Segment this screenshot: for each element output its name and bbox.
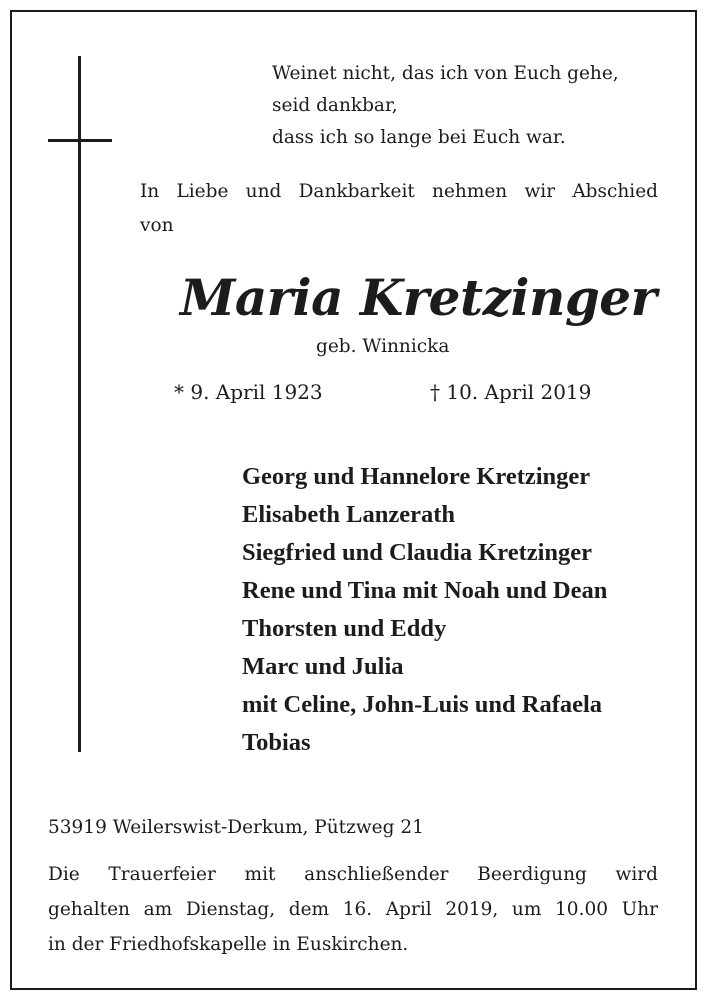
poem-line: dass ich so lange bei Euch war.: [272, 127, 566, 148]
poem-line: Weinet nicht, das ich von Euch gehe,: [272, 63, 619, 84]
mourner: Georg und Hannelore Kretzinger: [242, 463, 591, 490]
mourner: Siegfried und Claudia Kretzinger: [242, 539, 593, 566]
intro-text: [140, 175, 658, 243]
poem: [272, 58, 619, 154]
funeral-line: Die Trauerfeier mit anschließender Beerdigung wird: [48, 864, 658, 885]
intro-line: von: [140, 215, 174, 236]
birth-date: * 9. April 1923: [174, 380, 323, 404]
cross-icon: [78, 56, 81, 752]
mourners-list: [242, 458, 607, 762]
poem-line: seid dankbar,: [272, 95, 398, 116]
mourner: Marc und Julia: [242, 653, 404, 680]
mourner: Tobias: [242, 729, 311, 756]
maiden-name: geb. Winnicka: [316, 336, 450, 357]
funeral-info: [48, 857, 658, 962]
death-date: † 10. April 2019: [430, 380, 592, 404]
funeral-line: in der Friedhofskapelle in Euskirchen.: [48, 934, 409, 955]
mourner: Rene und Tina mit Noah und Dean: [242, 577, 608, 604]
mourner: Elisabeth Lanzerath: [242, 501, 456, 528]
mourner: mit Celine, John-Luis und Rafaela: [242, 691, 603, 718]
cross-icon-crossbar: [48, 139, 112, 142]
funeral-line: gehalten am Dienstag, dem 16. April 2019, um 10.00 Uhr: [48, 899, 658, 920]
intro-line: In Liebe und Dankbarkeit nehmen wir Abschied: [140, 181, 658, 202]
address: 53919 Weilerswist-Derkum, Pützweg 21: [48, 817, 424, 838]
mourner: Thorsten und Eddy: [242, 615, 447, 642]
deceased-name: Maria Kretzinger: [180, 268, 657, 327]
